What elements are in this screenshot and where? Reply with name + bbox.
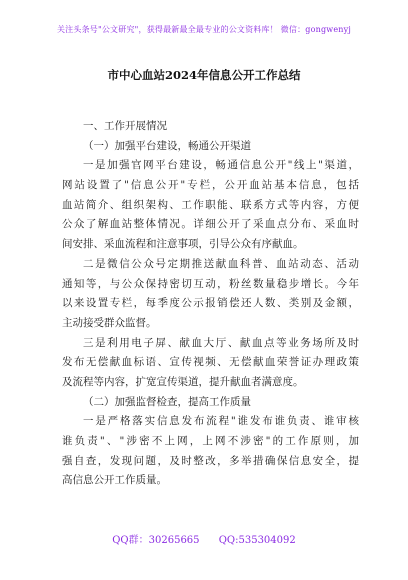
body-line: 一是加强官网平台建设，畅通信息公开"线上"渠道， — [83, 159, 359, 172]
body-line: 二是微信公众号定期推送献血科普、血站动态、活动 — [83, 257, 359, 270]
body-line: 发布无偿献血标语、宣传视频、无偿献血荣誉证办理政策 — [62, 356, 359, 369]
body-line: 主动接受群众监督。 — [62, 316, 157, 329]
body-line: 及流程等内容，扩宽宣传渠道，提升献血者满意度。 — [62, 375, 304, 388]
subsection-heading: （一）加强平台建设，畅通公开渠道 — [83, 139, 251, 152]
body-line: 血站简介、组织架构、工作职能、联系方式等内容，方便 — [62, 198, 359, 211]
body-line: 通知等，与公众保持密切互动，粉丝数量稳步增长。今年 — [62, 277, 359, 290]
subsection-heading: （二）加强监督检查，提高工作质量 — [83, 395, 251, 408]
body-line: 三是利用电子屏、献血大厅、献血点等业务场所及时 — [83, 336, 359, 349]
body-line: 谁负责"、"涉密不上网，上网不涉密"的工作原则，加 — [62, 435, 359, 447]
body-line: 公众了解血站整体情况。详细公开了采血点分布、采血时 — [62, 218, 359, 231]
document-title: 市中心血站2024年信息公开工作总结 — [107, 68, 301, 82]
header-banner: 关注头条号"公文研究"，获得最新最全最专业的公文资料库！ 微信：gongwenyj — [56, 25, 352, 34]
body-line: 以来设置专栏，每季度公示报销偿还人数、类别及金额， — [62, 297, 359, 310]
document-body — [62, 117, 359, 491]
footer-qq-group: QQ群：30265665 — [112, 535, 200, 546]
body-line: 高信息公开工作质量。 — [62, 474, 167, 487]
body-line: 间安排、采血流程和注意事项，引导公众有序献血。 — [62, 238, 304, 251]
body-line: 一是严格落实信息发布流程"谁发布谁负责、谁审核 — [83, 415, 359, 428]
footer-qq-number: QQ:535304092 — [218, 535, 296, 546]
section-heading: 一、工作开展情况 — [83, 120, 167, 132]
footer-contact — [0, 531, 408, 546]
body-line: 网站设置了"信息公开"专栏，公开血站基本信息，包括 — [62, 179, 359, 192]
body-line: 强自查，发现问题，及时整改，多举措确保信息安全，提 — [62, 454, 359, 467]
